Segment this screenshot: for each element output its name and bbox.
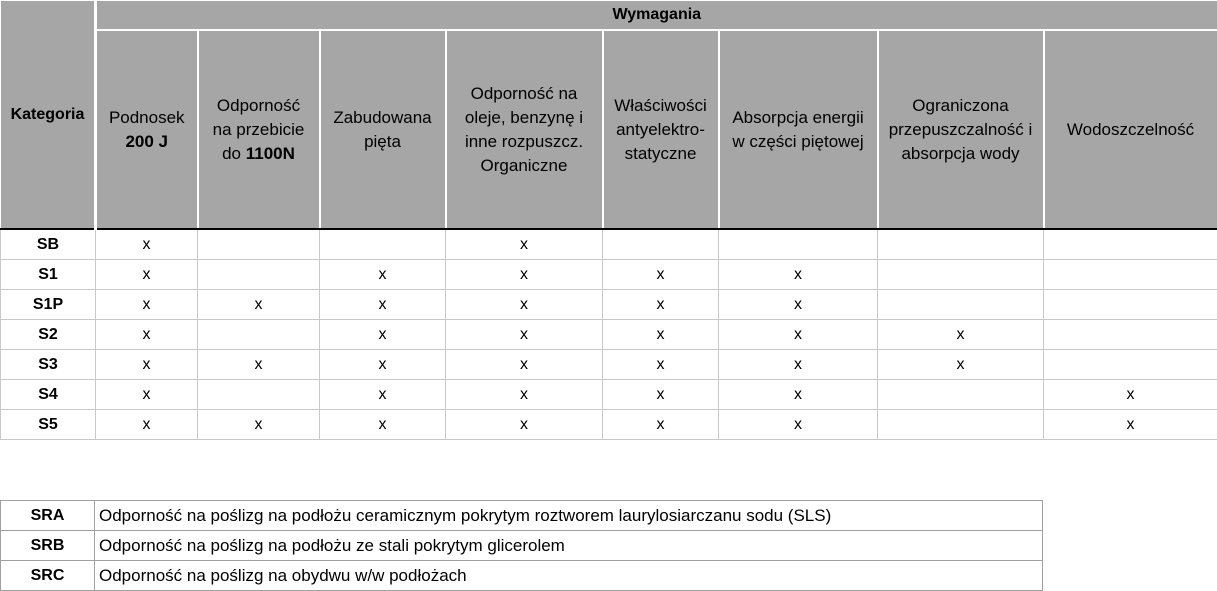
requirement-cell: x (603, 410, 719, 440)
slip-code: SRC (1, 561, 95, 591)
column-header-toecap (96, 30, 198, 229)
column-header-value: 1100N (245, 143, 295, 163)
slip-description: Odporność na poślizg na podłożu ze stali pokrytym glicerolem (95, 531, 1043, 561)
row-category: S4 (1, 380, 96, 410)
requirement-cell: x (96, 350, 198, 380)
requirement-cell: x (446, 290, 603, 320)
column-header-text: oleje, benzynę i (464, 107, 584, 127)
slip-code: SRB (1, 531, 95, 561)
requirement-cell: x (719, 320, 878, 350)
requirement-cell: x (719, 290, 878, 320)
column-header-oil-resistance (446, 30, 603, 229)
requirement-cell: x (96, 320, 198, 350)
column-header-text: do (222, 143, 241, 163)
requirement-cell: x (719, 380, 878, 410)
requirement-cell (198, 229, 320, 260)
requirement-cell (878, 290, 1044, 320)
column-header-text: Właściwości (614, 95, 707, 115)
slip-resistance-table-body (1, 501, 1043, 591)
column-header-closed-heel (320, 30, 446, 229)
requirement-cell (1044, 229, 1217, 260)
column-header-text: przepuszczalność i (888, 119, 1033, 139)
category-header: Kategoria (1, 1, 96, 230)
table-row (1, 320, 1217, 350)
column-header-text: Podnosek (108, 107, 185, 127)
column-header-text: Organiczne (480, 155, 568, 175)
requirement-cell (198, 380, 320, 410)
requirement-cell (1044, 350, 1217, 380)
column-header-text: Absorpcja energii (732, 107, 864, 127)
requirement-cell: x (320, 320, 446, 350)
requirement-cell: x (1044, 380, 1217, 410)
requirement-cell (1044, 290, 1217, 320)
column-header-text: Ograniczona (912, 95, 1009, 115)
column-header-water-penetration (878, 30, 1044, 229)
table-row (1, 229, 1217, 260)
requirement-cell: x (878, 350, 1044, 380)
slip-resistance-table (0, 500, 1043, 591)
column-header-text: statyczne (624, 143, 697, 163)
requirement-cell (198, 320, 320, 350)
requirement-cell (878, 229, 1044, 260)
column-header-text: Zabudowana (333, 107, 432, 127)
column-header-antistatic (603, 30, 719, 229)
column-header-value: 200 J (125, 131, 169, 151)
requirement-cell (1044, 320, 1217, 350)
requirements-group-header: Wymagania (96, 1, 1217, 31)
requirement-cell: x (603, 380, 719, 410)
requirement-cell: x (198, 350, 320, 380)
requirement-cell: x (96, 410, 198, 440)
requirement-cell (878, 410, 1044, 440)
column-header-text: na przebicie (212, 119, 305, 139)
column-header-text: absorpcja wody (901, 143, 1020, 163)
requirement-cell (719, 229, 878, 260)
column-header-text: w części piętowej (732, 131, 864, 151)
column-header-text: Odporność na (470, 83, 578, 103)
table-row (1, 501, 1043, 531)
requirement-cell: x (320, 380, 446, 410)
table-row (1, 410, 1217, 440)
requirement-cell (603, 229, 719, 260)
row-category: S2 (1, 320, 96, 350)
requirement-cell: x (446, 350, 603, 380)
requirement-cell: x (96, 260, 198, 290)
requirement-cell: x (320, 260, 446, 290)
row-category: S3 (1, 350, 96, 380)
requirement-cell: x (446, 410, 603, 440)
requirement-cell: x (446, 320, 603, 350)
requirement-cell: x (719, 350, 878, 380)
column-header-text: antyelektro- (616, 119, 705, 139)
requirement-cell (878, 380, 1044, 410)
requirement-cell: x (446, 229, 603, 260)
requirement-cell: x (198, 290, 320, 320)
requirement-cell: x (96, 229, 198, 260)
requirement-cell: x (320, 350, 446, 380)
requirement-cell: x (198, 410, 320, 440)
table-row (1, 290, 1217, 320)
table-row (1, 350, 1217, 380)
requirement-cell (878, 260, 1044, 290)
column-header-text: inne rozpuszcz. (464, 131, 584, 151)
requirement-cell: x (878, 320, 1044, 350)
requirement-cell: x (603, 290, 719, 320)
column-header-puncture-resistance (198, 30, 320, 229)
row-category: S1 (1, 260, 96, 290)
row-category: S5 (1, 410, 96, 440)
table-row (1, 260, 1217, 290)
requirement-cell: x (320, 410, 446, 440)
column-header-waterproof (1044, 30, 1217, 229)
requirement-cell: x (446, 260, 603, 290)
column-header-energy-absorption (719, 30, 878, 229)
column-header-text: Odporność (216, 95, 301, 115)
slip-code: SRA (1, 501, 95, 531)
requirement-cell: x (446, 380, 603, 410)
requirement-cell: x (96, 290, 198, 320)
slip-description: Odporność na poślizg na obydwu w/w podłożach (95, 561, 1043, 591)
requirement-cell: x (1044, 410, 1217, 440)
requirement-cell: x (719, 410, 878, 440)
table-row (1, 561, 1043, 591)
requirement-cell (1044, 260, 1217, 290)
requirement-cell: x (603, 350, 719, 380)
requirement-cell (198, 260, 320, 290)
row-category: SB (1, 229, 96, 260)
table-row (1, 531, 1043, 561)
requirements-table-body (1, 229, 1217, 440)
requirement-cell: x (603, 260, 719, 290)
row-category: S1P (1, 290, 96, 320)
column-header-text: pięta (364, 131, 401, 151)
requirement-cell: x (603, 320, 719, 350)
requirement-cell: x (719, 260, 878, 290)
requirement-cell (320, 229, 446, 260)
column-header-text: Wodoszczelność (1066, 119, 1195, 139)
table-row (1, 380, 1217, 410)
slip-description: Odporność na poślizg na podłożu ceramicznym pokrytym roztworem laurylosiarczanu sodu (SLS) (95, 501, 1043, 531)
requirement-cell: x (320, 290, 446, 320)
requirement-cell: x (96, 380, 198, 410)
